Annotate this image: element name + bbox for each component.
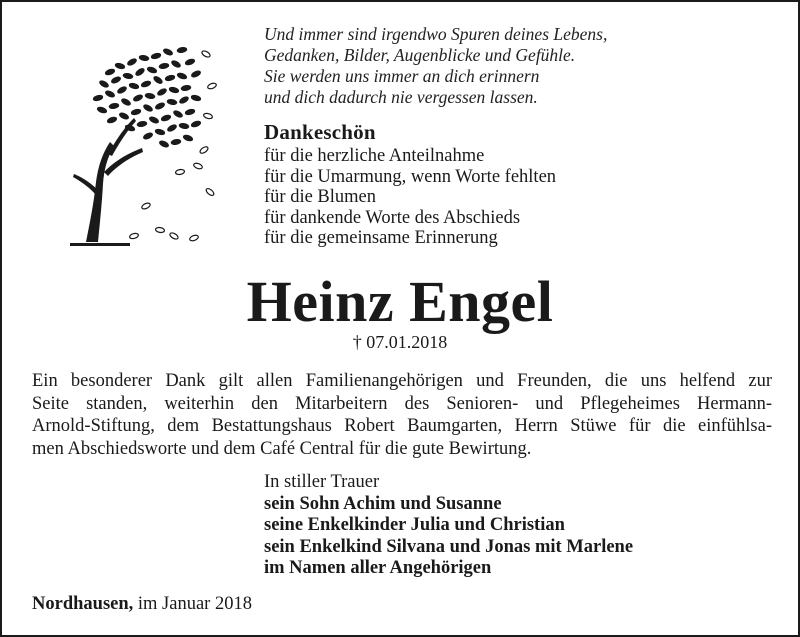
thanks-heading: Dankeschön xyxy=(264,120,376,144)
thanks-item: für die gemeinsame Erinnerung xyxy=(264,228,498,248)
windblown-tree-icon xyxy=(50,42,220,252)
paragraph-line: Arnold-Stiftung, dem Bestattungshaus Robert Baumgarten, Herrn Stüwe für die einfühlsa- xyxy=(32,416,772,437)
memorial-poem xyxy=(264,24,607,108)
mourner-line: seine Enkelkinder Julia und Christian xyxy=(264,515,565,536)
paragraph-line: Ein besonderer Dank gilt allen Familienangehörigen und Freunden, die uns helfend zur xyxy=(32,371,772,391)
death-date: † 07.01.2018 xyxy=(352,332,448,352)
thanks-paragraph xyxy=(32,370,772,460)
mourner-line: sein Enkelkind Silvana und Jonas mit Marlene xyxy=(264,536,634,557)
place-and-date xyxy=(32,594,252,615)
poem-line: und dich dadurch nie vergessen lassen. xyxy=(264,87,538,107)
thanks-list xyxy=(264,146,556,249)
paragraph-line: men Abschiedsworte und dem Café Central für die gute Bewirtung. xyxy=(32,438,532,459)
thanks-item: für die Umarmung, wenn Worte fehlten xyxy=(264,166,557,187)
deceased-name: Heinz Engel xyxy=(246,269,554,334)
footer-city: Nordhausen, xyxy=(32,594,134,614)
poem-line: Und immer sind irgendwo Spuren deines Lebens, xyxy=(264,24,608,44)
mourner-line: sein Sohn Achim und Susanne xyxy=(264,493,502,514)
thanks-item: für dankende Worte des Abschieds xyxy=(264,207,521,228)
thanks-item: für die herzliche Anteilnahme xyxy=(264,146,485,166)
mourners-intro: In stiller Trauer xyxy=(264,472,380,492)
mourner-line: im Namen aller Angehörigen xyxy=(264,558,492,579)
mourners-block xyxy=(264,472,633,580)
footer-date: im Januar 2018 xyxy=(133,594,252,614)
paragraph-line: Seite standen, weiterhin den Mitarbeitern des Senioren- und Pflegeheimes Hermann- xyxy=(32,393,772,414)
poem-line: Gedanken, Bilder, Augenblicke und Gefühle. xyxy=(264,45,576,65)
thanks-item: für die Blumen xyxy=(264,187,377,207)
poem-line: Sie werden uns immer an dich erinnern xyxy=(264,66,540,86)
